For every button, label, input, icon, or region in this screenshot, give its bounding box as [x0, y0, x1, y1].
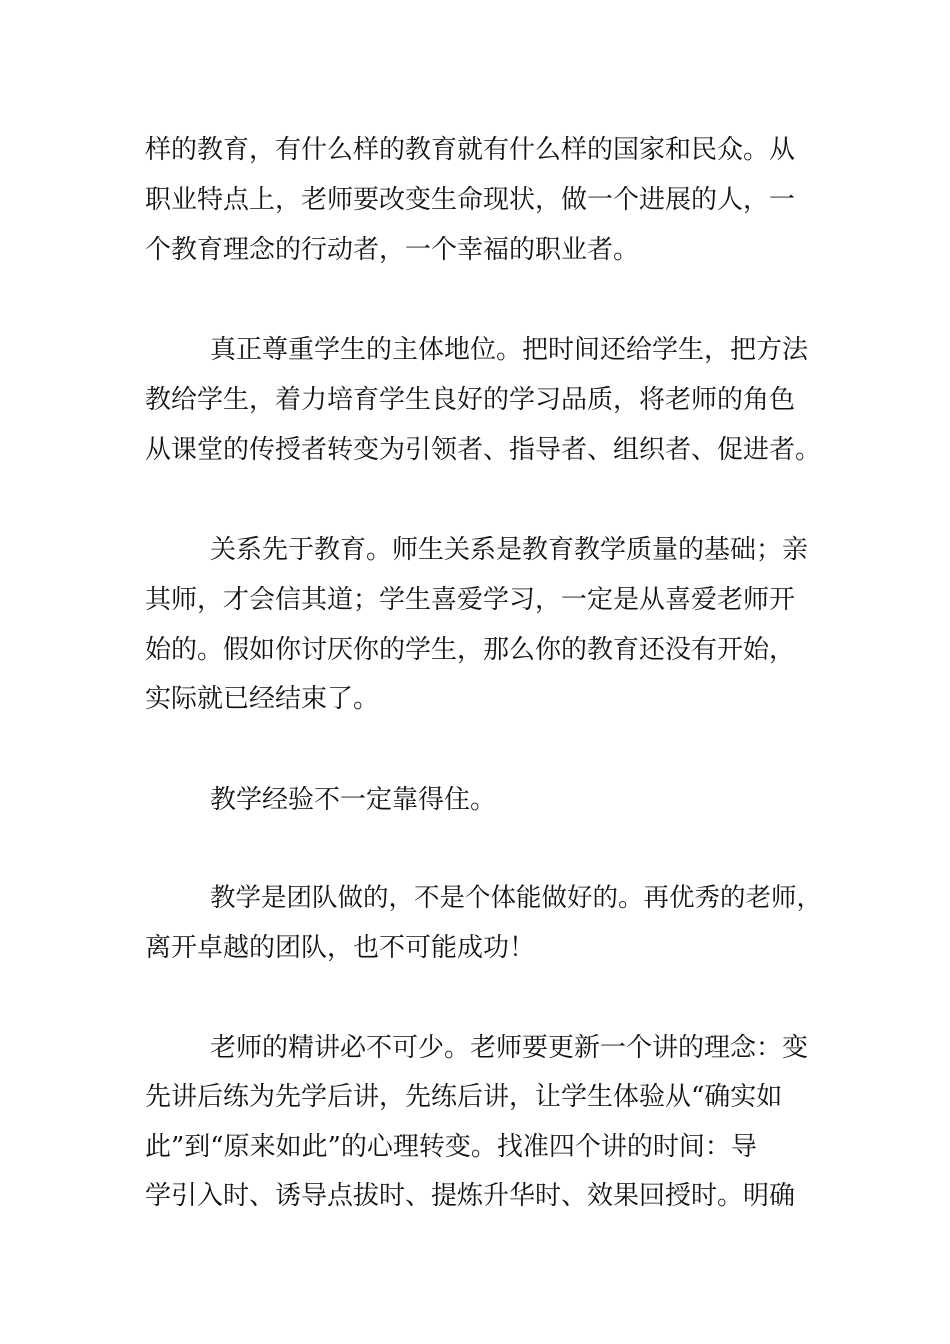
- paragraph-3-line-4: 实际就已经结束了。: [145, 684, 380, 714]
- paragraph-6-line-2: 先讲后练为先学后讲，先练后讲，让学生体验从“确实如: [145, 1082, 783, 1112]
- paragraph-2-line-1: 真正尊重学生的主体地位。把时间还给学生，把方法: [210, 335, 809, 365]
- paragraph-3-line-1: 关系先于教育。师生关系是教育教学质量的基础；亲: [210, 535, 809, 565]
- paragraph-6-line-4: 学引入时、诱导点拔时、提炼升华时、效果回授时。明确: [145, 1181, 796, 1211]
- paragraph-6-line-3: 此”到“原来如此”的心理转变。找准四个讲的时间：导: [145, 1132, 757, 1162]
- paragraph-4-line-1: 教学经验不一定靠得住。: [210, 785, 497, 815]
- paragraph-1-line-2: 职业特点上，老师要改变生命现状，做一个进展的人，一: [145, 185, 796, 215]
- paragraph-1-line-1: 样的教育，有什么样的教育就有什么样的国家和民众。从: [145, 135, 796, 165]
- paragraph-3-line-3: 始的。假如你讨厌你的学生，那么你的教育还没有开始，: [145, 635, 796, 665]
- paragraph-2-line-2: 教给学生，着力培育学生良好的学习品质，将老师的角色: [145, 385, 796, 415]
- paragraph-5-line-2: 离开卓越的团队，也不可能成功！: [145, 933, 536, 963]
- paragraph-6-line-1: 老师的精讲必不可少。老师要更新一个讲的理念：变: [210, 1033, 809, 1063]
- paragraph-1-line-3: 个教育理念的行动者，一个幸福的职业者。: [145, 235, 640, 265]
- paragraph-5-line-1: 教学是团队做的，不是个体能做好的。再优秀的老师，: [210, 883, 823, 913]
- paragraph-2-line-3: 从课堂的传授者转变为引领者、指导者、组织者、促进者。: [145, 435, 822, 465]
- paragraph-3-line-2: 其师，才会信其道；学生喜爱学习，一定是从喜爱老师开: [145, 585, 796, 615]
